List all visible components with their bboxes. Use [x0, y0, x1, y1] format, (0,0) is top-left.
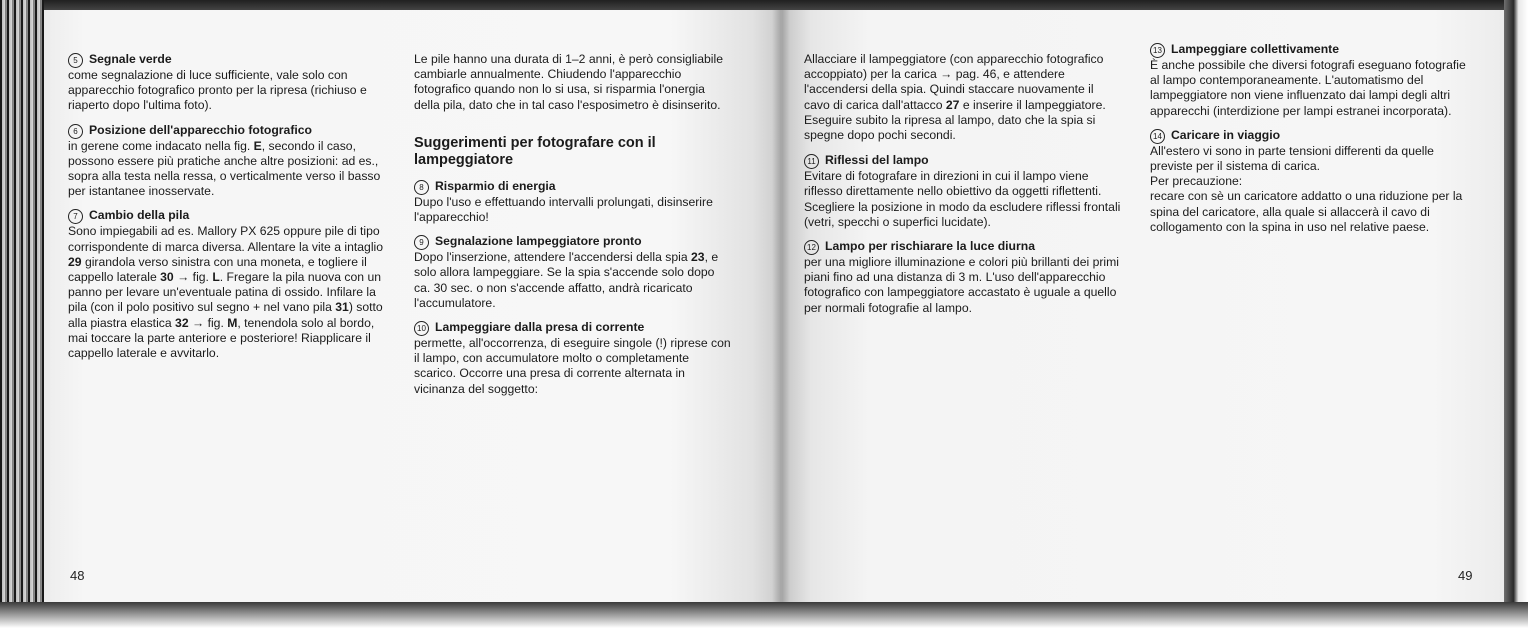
section-9-body: Dopo l'inserzione, attendere l'accendersi della spia 23, e solo allora lampeggiare. Se la spia s'accende solo dopo ca. 30 sec. o non s'accende affatto, andrà ricaricato l'accumulatore. [414, 250, 719, 310]
section-14-precaution: Per precauzione: [1150, 174, 1243, 189]
section-14-title: 14 Caricare in viaggio [1150, 128, 1468, 144]
section-5 [68, 52, 386, 114]
section-11-title: 11 Riflessi del lampo [804, 153, 1122, 169]
section-7 [68, 208, 386, 361]
page-number-left: 48 [70, 568, 85, 583]
section-8 [414, 179, 732, 225]
section-12 [804, 239, 1122, 316]
section-5-title: 5 Segnale verde [68, 52, 386, 68]
section-11 [804, 153, 1122, 230]
section-5-body: come segnalazione di luce sufficiente, vale solo con apparecchio fotografico pronto per la ripresa (richiuso e riaperto dopo l'ultima foto). [68, 68, 367, 113]
section-10-body: permette, all'occorrenza, di eseguire singole (!) riprese con il lampo, con accumulatore molto o completamente scarico. Occorre una presa di corrente alternata in vicinanza del soggetto: [414, 336, 731, 396]
section-number-11: 11 [804, 154, 819, 169]
charging-paragraph: Allacciare il lampeggiatore (con apparecchio fotografico accoppiato) per la carica → pag. 46, e attendere l'accendersi della spia. Quindi staccare nuovamente il cavo di carica dall'attacco 27 e inserire il lampeggiatore. Eseguire subito la ripresa al lampo, dato che la spia si spegne dopo pochi secondi. [804, 52, 1106, 143]
left-column-1 [68, 52, 386, 370]
section-6 [68, 123, 386, 200]
left-page [40, 10, 782, 604]
right-column-1 [804, 52, 1122, 325]
section-13-title: 13 Lampeggiare collettivamente [1150, 42, 1468, 58]
scan-bottom-edge [0, 602, 1528, 628]
battery-life-paragraph: Le pile hanno una durata di 1–2 anni, è però consigliabile cambiarle annualmente. Chiudendo l'apparecchio fotografico quando non lo si usa, si risparmia l'onergia della pila, dato che in tal caso l'esposimetro è disinserito. [414, 52, 723, 112]
section-number-9: 9 [414, 235, 429, 250]
section-9-title: 9 Segnalazione lampeggiatore pronto [414, 234, 732, 250]
section-12-body: per una migliore illuminazione e colori più brillanti dei primi piani fino ad una distanza di 3 m. L'uso dell'apparecchio fotografico con lampeggiatore accastato è uguale a quello per normali fotografie al lampo. [804, 255, 1119, 315]
section-number-5: 5 [68, 53, 83, 68]
right-page [782, 10, 1504, 604]
book-gutter-shadow [772, 10, 790, 604]
section-7-title: 7 Cambio della pila [68, 208, 386, 224]
section-8-title: 8 Risparmio di energia [414, 179, 732, 195]
section-number-14: 14 [1150, 129, 1165, 144]
section-14 [1150, 128, 1468, 235]
section-number-7: 7 [68, 209, 83, 224]
section-14-body: All'estero vi sono in parte tensioni differenti da quelle previste per il sistema di carica. [1150, 143, 1434, 174]
section-8-body: Dupo l'uso e effettuando intervalli prolungati, disinserire l'apparecchio! [414, 194, 713, 225]
section-number-6: 6 [68, 124, 83, 139]
section-14-body-2: recare con sè un caricatore addatto o una riduzione per la spina del caricatore, alla quale si allaccerà il cavo di collogamento con la spina in uso nel relative paese. [1150, 189, 1463, 234]
page-number-right: 49 [1458, 568, 1473, 583]
section-6-body: in gerene come indacato nella fig. E, secondo il caso, possono essere più pratiche anche altre posizioni: ad es., sopra alla testa nella ressa, o verticalmente verso il basso per istantanee inosservate. [68, 138, 381, 199]
section-11-body: Evitare di fotografare in direzioni in cui il lampo viene riflesso direttamente nello obiettivo da oggetti riflettenti. Scegliere la posizione in modo da escludere riflessi frontali (vetri, specchi o superfici lucidate). [804, 169, 1121, 229]
section-number-8: 8 [414, 180, 429, 195]
section-6-title: 6 Posizione dell'apparecchio fotografico [68, 123, 386, 139]
section-13-body: È anche possibile che diversi fotografi eseguano fotografie al lampo contemporaneamente. L'automatismo del lampeggiatore non viene influenzato dai lampi degli altri apparecchi (interdizione per lampi estranei incorporata). [1150, 58, 1466, 118]
section-9 [414, 234, 732, 311]
section-7-body: Sono impiegabili ad es. Mallory PX 625 oppure pile di tipo corrispondente di marca diversa. Allentare la vite a intaglio 29 girandola verso sinistra con una moneta, e togliere il cappello laterale 30 → fig. L. Fregare la pila nuova con un panno per levare un'eventuale patina di ossido. Infilare la pila (con il polo positivo sul segno + nel vano pila 31) sotto alla piastra elastica 32 → fig. M, tenendola solo al bordo, mai toccare la parte anteriore e posteriore! Riapplicare il cappello laterale e avvitarlo. [68, 224, 384, 361]
section-13 [1150, 42, 1468, 119]
section-number-10: 10 [414, 321, 429, 336]
right-column-2 [1150, 42, 1468, 244]
flash-tips-heading: Suggerimenti per fotografare con il lampeggiatore [414, 134, 656, 168]
section-12-title: 12 Lampo per rischiarare la luce diurna [804, 239, 1122, 255]
right-page-edge [1504, 0, 1528, 628]
section-10-title: 10 Lampeggiare dalla presa di corrente [414, 320, 732, 336]
section-number-13: 13 [1150, 43, 1165, 58]
page-stack-edge [0, 0, 44, 628]
section-number-12: 12 [804, 240, 819, 255]
left-column-2 [414, 52, 732, 406]
section-10 [414, 320, 732, 397]
